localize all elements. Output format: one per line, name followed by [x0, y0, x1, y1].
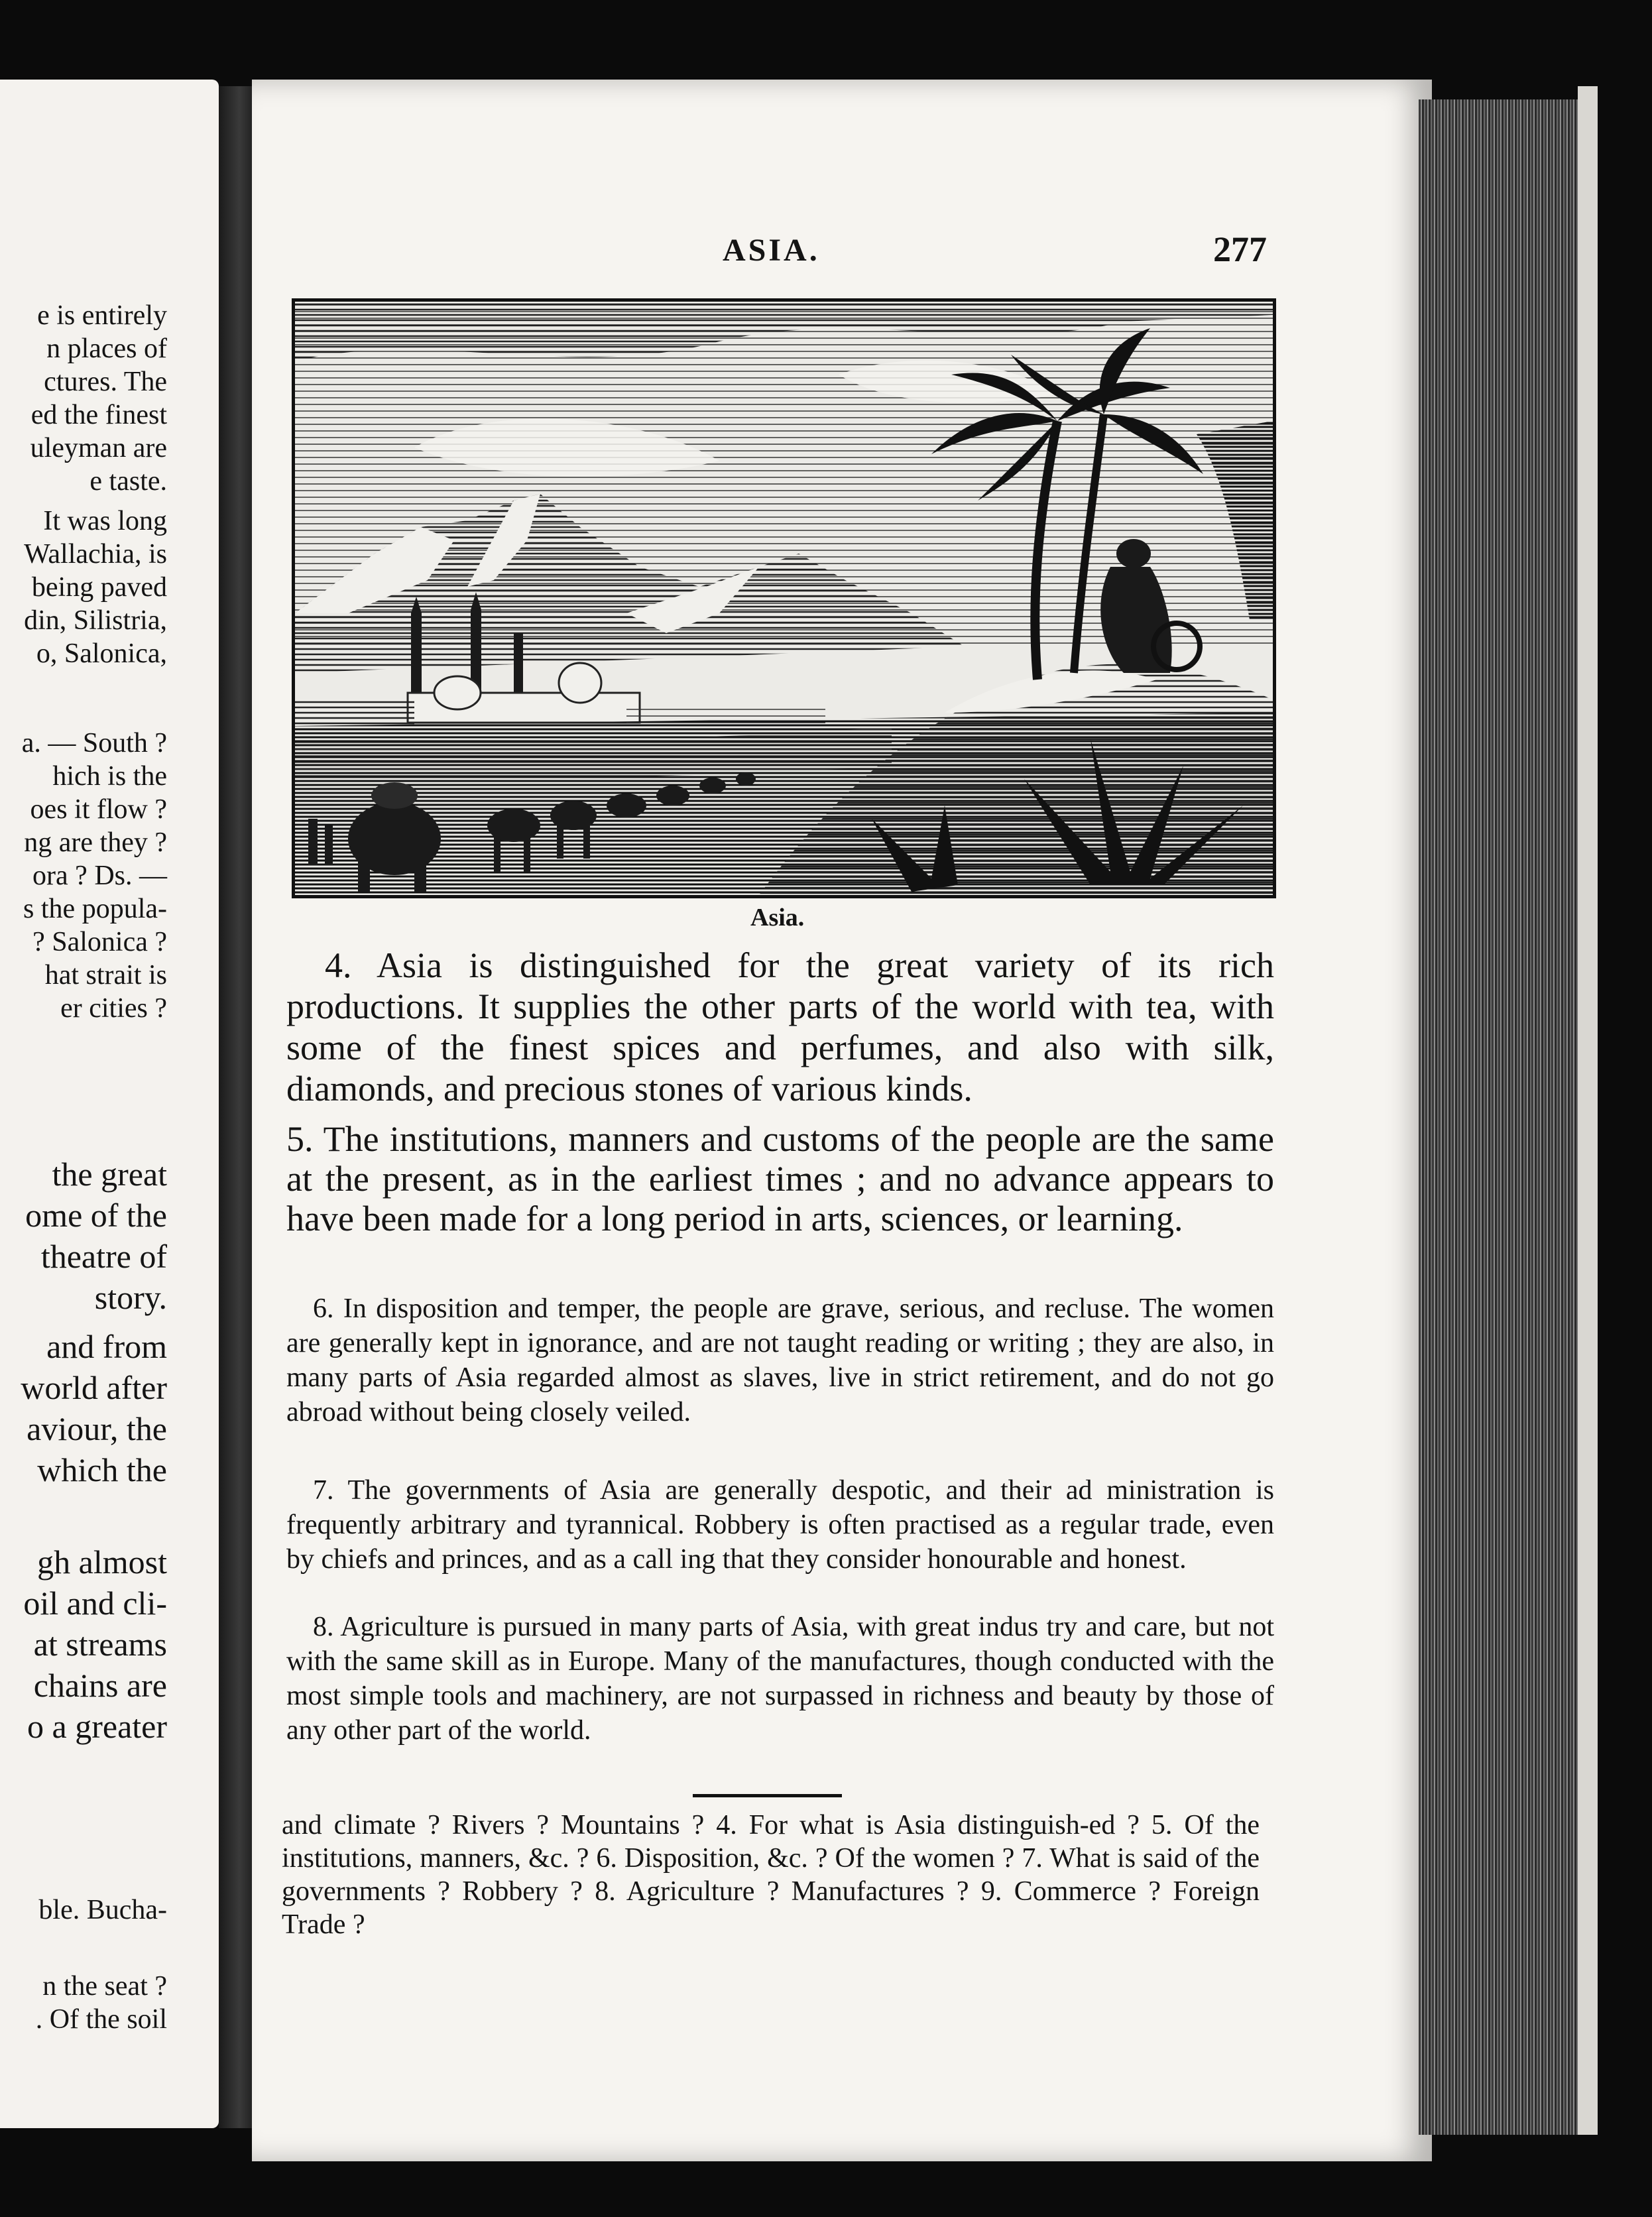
facing-line: oil and cli- [23, 1585, 167, 1622]
facing-line: ng are they ? [24, 827, 167, 858]
facing-line: e taste. [89, 466, 167, 497]
facing-line: and from [46, 1328, 167, 1365]
page-edges [1419, 99, 1588, 2135]
facing-line: chains are [33, 1667, 167, 1704]
running-title: ASIA. [723, 233, 820, 268]
facing-line: ed the finest [30, 400, 167, 430]
paragraph-6: 6. In disposition and temper, the people are grave, serious, and recluse. The women are generally kept in ignorance, and are not taught reading or writing ; they are also, in many parts of Asia regarded almost as slaves, live in strict retirement, and do not go abroad without being closely veiled. [286, 1293, 1274, 1427]
facing-line: ctures. The [44, 367, 167, 397]
paragraph-8: 8. Agriculture is pursued in many parts of Asia, with great indus try and care, but not with the same skill as in Europe. Many of the manufactures, though conducted with the most simple tools and machinery, are not surpassed in richness and beauty by those of any other part of the world. [286, 1612, 1274, 1746]
facing-line: uleyman are [30, 433, 167, 463]
facing-line: which the [37, 1451, 167, 1488]
paragraph-5: 5. The institutions, manners and customs of the people are the same at the present, as in the earliest times ; and no advance appears to have been made for a long period in arts, sciences, or learning. [286, 1119, 1274, 1238]
facing-line: ? Salonica ? [32, 927, 167, 957]
facing-line: s the popula- [23, 894, 167, 924]
facing-line: being paved [31, 572, 167, 603]
facing-line: Wallachia, is [24, 539, 167, 569]
paragraph-7: 7. The governments of Asia are generally despotic, and their ad ministration is frequently arbitrary and tyrannical. Robbery is often practised as a regular trade, even by chiefs and princes, and as a call ing that they consider honourable and honest. [286, 1475, 1274, 1575]
facing-line: er cities ? [60, 993, 167, 1024]
facing-line: a. — South ? [21, 728, 167, 758]
facing-line: n places of [46, 333, 167, 364]
facing-line: gh almost [37, 1543, 167, 1581]
facing-line: o a greater [27, 1708, 167, 1745]
facing-line: din, Silistria, [24, 605, 167, 636]
facing-line: theatre of [40, 1238, 167, 1275]
section-rule [693, 1794, 842, 1797]
facing-page [0, 80, 219, 2128]
facing-line: story. [94, 1279, 167, 1316]
facing-line: world after [21, 1369, 167, 1406]
facing-line: the great [52, 1156, 167, 1193]
facing-line: hat strait is [44, 960, 167, 990]
facing-line: ome of the [25, 1197, 167, 1234]
facing-line: aviour, the [27, 1410, 167, 1447]
page-number: 277 [1213, 229, 1267, 269]
facing-line: o, Salonica, [36, 638, 167, 669]
facing-line: at streams [33, 1626, 167, 1663]
illustration-caption: Asia. [750, 904, 805, 931]
facing-line: It was long [43, 506, 167, 536]
facing-line: ora ? Ds. — [32, 861, 167, 891]
review-questions: and climate ? Rivers ? Mountains ? 4. For what is Asia distinguish-ed ? 5. Of the institutions, manners, &c. ? 6. Disposition, &c. ? Of the women ? 7. What is said of the governments ? Robbery ? 8. Agriculture ? Manufactures ? 9. Commerce ? Foreign Trade ? [282, 1810, 1260, 1940]
page-edges-light [1578, 86, 1598, 2135]
minaret [411, 613, 422, 699]
paragraph-4: 4. Asia is distinguished for the great variety of its rich productions. It supplies the other parts of the world with tea, with some of the finest spices and perfumes, and also with silk, diamonds, and precious stones of various kinds. [286, 945, 1274, 1108]
facing-line: oes it flow ? [30, 794, 167, 825]
facing-line: hich is the [52, 761, 167, 792]
facing-line: ble. Bucha- [38, 1895, 167, 1925]
facing-line: n the seat ? [42, 1971, 167, 2002]
facing-line: e is entirely [37, 300, 167, 331]
facing-line: . Of the soil [35, 2004, 167, 2035]
engraving-illustration [292, 298, 1276, 898]
